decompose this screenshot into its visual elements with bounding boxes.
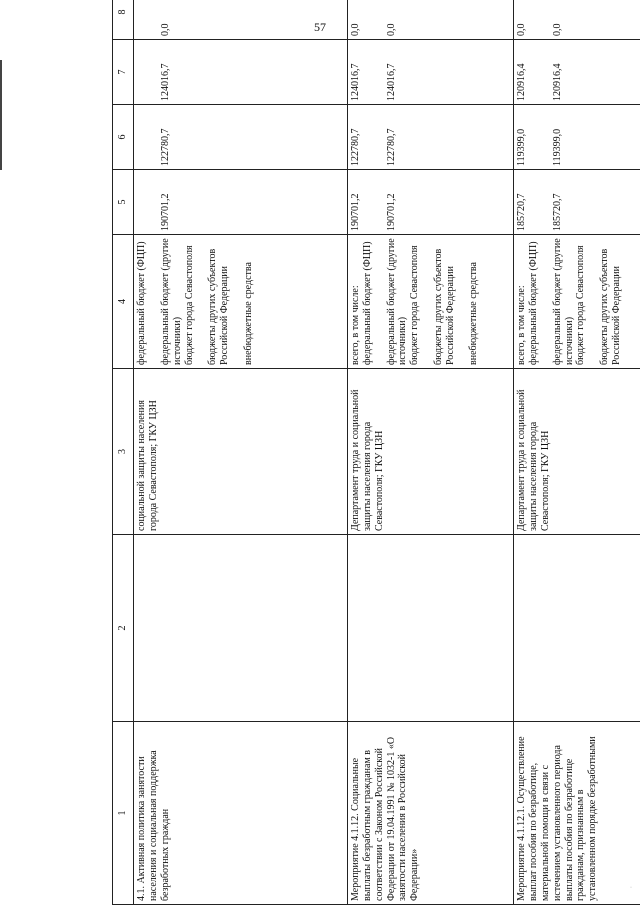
funding-source-line: бюджет города Севастополя [575,245,587,365]
amount-value [528,0,552,36]
amount-cell [348,0,514,40]
amount-value [184,0,208,36]
column-number-cell: 3 [113,369,134,535]
amount-value [433,0,468,36]
amount-value [243,0,255,36]
amount-value: 0,0 [385,23,397,36]
funding-source-line: внебюджетные средства [468,262,480,365]
amount-value [207,173,242,231]
amount-value: 124016,7 [385,63,397,101]
scan-dot: · [630,885,632,891]
funding-source-cell [514,235,640,369]
amount-value: 119399,0 [516,128,528,166]
amount-value [575,43,599,101]
funding-source-line: всего, в том числе: [350,285,362,365]
column-number-row [113,0,134,905]
amount-value [409,173,433,231]
amount-value: 122780,7 [350,128,362,166]
scan-edge-mark [0,60,2,170]
amount-cell [134,0,348,40]
amount-value [599,173,634,231]
amount-value [468,108,480,166]
amount-cell [514,40,640,105]
column-number-cell: 5 [113,170,134,235]
amount-value [433,173,468,231]
amount-value [468,43,480,101]
amount-cell [134,170,348,235]
amount-value [362,43,386,101]
amount-value: 0,0 [516,23,528,36]
empty-cell [134,535,348,722]
executor-cell: Департамент труда и социальной защиты населения города Севастополя; ГКУ ЦЗН [348,369,514,535]
amount-cell [348,170,514,235]
table-row [348,0,514,905]
amount-value [243,108,255,166]
amount-value [362,108,386,166]
amount-cell [514,105,640,170]
amount-value [575,173,599,231]
amount-value [468,0,480,36]
amount-value: 185720,7 [551,193,563,231]
amount-value [184,43,208,101]
amount-value [362,0,386,36]
amount-value [528,173,552,231]
funding-source-cell [348,235,514,369]
amount-cell [134,105,348,170]
activity-name-cell: Мероприятие 4.1.12.1. Осуществление выплат пособия по безработице, материальной помощи в связи с истечением установленного периода выплаты пособия по безработице гражданам, признанным в установленном порядке безработными [514,722,640,905]
amount-value [468,173,480,231]
amount-value [243,173,255,231]
empty-cell [514,535,640,722]
amount-value [243,43,255,101]
amount-value: 0,0 [350,23,362,36]
amount-value [599,0,634,36]
rotated-table-container [112,9,640,905]
funding-source-line: федеральный бюджет (другие источники) [385,238,409,365]
amount-value [136,0,160,36]
amount-cell [514,170,640,235]
amount-value: 190701,2 [385,193,397,231]
funding-source-line: федеральный бюджет (ФЦП) [136,241,148,365]
amount-value [207,43,242,101]
empty-cell [348,535,514,722]
amount-value [409,43,433,101]
amount-value [207,108,242,166]
executor-cell: социальной защиты населения города Севастополя; ГКУ ЦЗН [134,369,348,535]
column-number-cell: 4 [113,235,134,369]
amount-value [409,108,433,166]
amount-value [136,108,160,166]
executor-cell: Департамент труда и социальной защиты населения города Севастополя; ГКУ ЦЗН [514,369,640,535]
page-number: 57 [314,20,326,34]
activity-name-cell: Мероприятие 4.1.12. Социальные выплаты безработным гражданам в соответствии с Законом Российской Федерации от 19.04.1991 № 1032-1 «О занятости населения в Российской Федерации» [348,722,514,905]
column-number-cell: 7 [113,40,134,105]
amount-value [184,173,208,231]
amount-value [575,108,599,166]
amount-value [528,43,552,101]
funding-source-line: федеральный бюджет (другие источники) [159,238,183,365]
column-number-cell: 1 [113,722,134,905]
amount-value [599,108,634,166]
amount-value: 185720,7 [516,193,528,231]
amount-value [599,43,634,101]
amount-value: 0,0 [159,23,171,36]
amount-value [433,108,468,166]
amount-value: 124016,7 [159,63,171,101]
funding-source-line: федеральный бюджет (другие источники) [551,238,575,365]
amount-value: 119399,0 [551,128,563,166]
amount-value: 124016,7 [350,63,362,101]
amount-value [575,0,599,36]
amount-cell [348,40,514,105]
amount-value: 120916,4 [516,63,528,101]
amount-value: 0,0 [551,23,563,36]
funding-source-line: бюджет города Севастополя [183,245,195,365]
amount-value [528,108,552,166]
funding-source-line: внебюджетные средства [242,262,254,365]
amount-value [184,108,208,166]
funding-source-line: бюджеты других субъектов Российской Федерации [432,248,456,365]
column-number-cell: 8 [113,0,134,40]
amount-value [362,173,386,231]
amount-value [433,43,468,101]
table-row [134,0,348,905]
amount-value: 120916,4 [551,63,563,101]
amount-value: 190701,2 [350,193,362,231]
funding-source-line: всего, в том числе: [516,285,528,365]
amount-value: 190701,2 [159,193,171,231]
amount-cell [348,105,514,170]
amount-value: 122780,7 [385,128,397,166]
column-number-cell: 6 [113,105,134,170]
table-row [514,0,640,905]
funding-source-line: бюджеты других субъектов Российской Федерации [207,248,230,365]
amount-cell [134,40,348,105]
funding-source-cell [134,235,348,369]
amount-value [136,43,160,101]
amount-value [136,173,160,231]
activity-name-cell: 4.1. Активная политика занятости населения и социальная поддержка безработных граждан [134,722,348,905]
amount-cell [514,0,640,40]
funding-source-line: федеральный бюджет (ФЦП) [528,241,540,365]
column-number-cell: 2 [113,535,134,722]
budget-table [112,0,640,905]
funding-source-line: бюджеты других субъектов Российской Федерации [598,248,622,365]
funding-source-line: федеральный бюджет (ФЦП) [362,241,374,365]
amount-value [409,0,433,36]
amount-value [207,0,242,36]
funding-source-line: бюджет города Севастополя [409,245,421,365]
amount-value: 122780,7 [159,128,171,166]
